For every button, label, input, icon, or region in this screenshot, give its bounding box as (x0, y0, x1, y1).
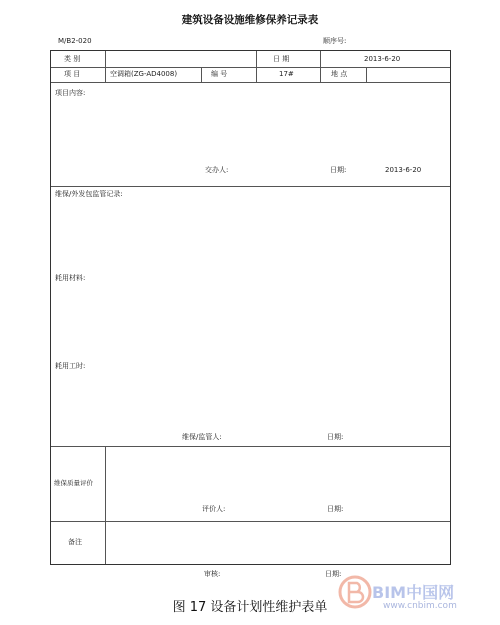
work-hours-label: 耗用工时: (55, 362, 86, 370)
col-divider (201, 67, 202, 82)
quality-evaluation-label: 维保质量评价 (54, 479, 93, 487)
date-label: 日 期 (273, 55, 290, 63)
row-divider (51, 186, 450, 187)
col-divider (105, 446, 106, 564)
content-date-label: 日期: (330, 166, 347, 174)
col-divider (320, 51, 321, 82)
col-divider (366, 67, 367, 82)
repair-record-label: 维保/外发包监管记录: (55, 190, 123, 198)
item-value: 空调箱(ZG-AD4008) (110, 70, 178, 78)
number-label: 编 号 (211, 70, 228, 78)
evaluator-label: 评价人: (202, 505, 226, 513)
handover-label: 交办人: (205, 166, 229, 174)
evaluation-date-label: 日期: (327, 505, 344, 513)
materials-label: 耗用材料: (55, 274, 86, 282)
form-title: 建筑设备设施维修保养记录表 (181, 14, 319, 26)
project-content-label: 项目内容: (55, 89, 86, 97)
col-divider (256, 51, 257, 82)
row-divider (51, 82, 450, 83)
watermark-brand: BIM中国网 (372, 583, 455, 602)
footer-date-label: 日期: (325, 570, 342, 578)
row-divider (51, 446, 450, 447)
row-divider (51, 521, 450, 522)
category-label: 类 别 (64, 55, 81, 63)
review-label: 审核: (204, 570, 221, 578)
figure-caption: 图 17 设备计划性维护表单 (172, 600, 328, 615)
date-value: 2013-6-20 (364, 55, 401, 63)
number-value: 17# (279, 70, 294, 78)
location-label: 地 点 (331, 70, 348, 78)
repair-date-label: 日期: (327, 433, 344, 441)
remarks-label: 备注 (68, 538, 82, 546)
col-divider (105, 51, 106, 82)
row-divider (51, 67, 450, 68)
item-label: 项 目 (64, 70, 81, 78)
content-date-value: 2013-6-20 (385, 166, 422, 174)
document-number: M/B2-020 (58, 37, 92, 45)
supervisor-label: 维保/监管人: (182, 433, 222, 441)
maintenance-record-form (50, 50, 451, 565)
serial-number-label: 顺序号: (323, 37, 347, 45)
watermark-url: www.cnbim.com (383, 601, 457, 611)
